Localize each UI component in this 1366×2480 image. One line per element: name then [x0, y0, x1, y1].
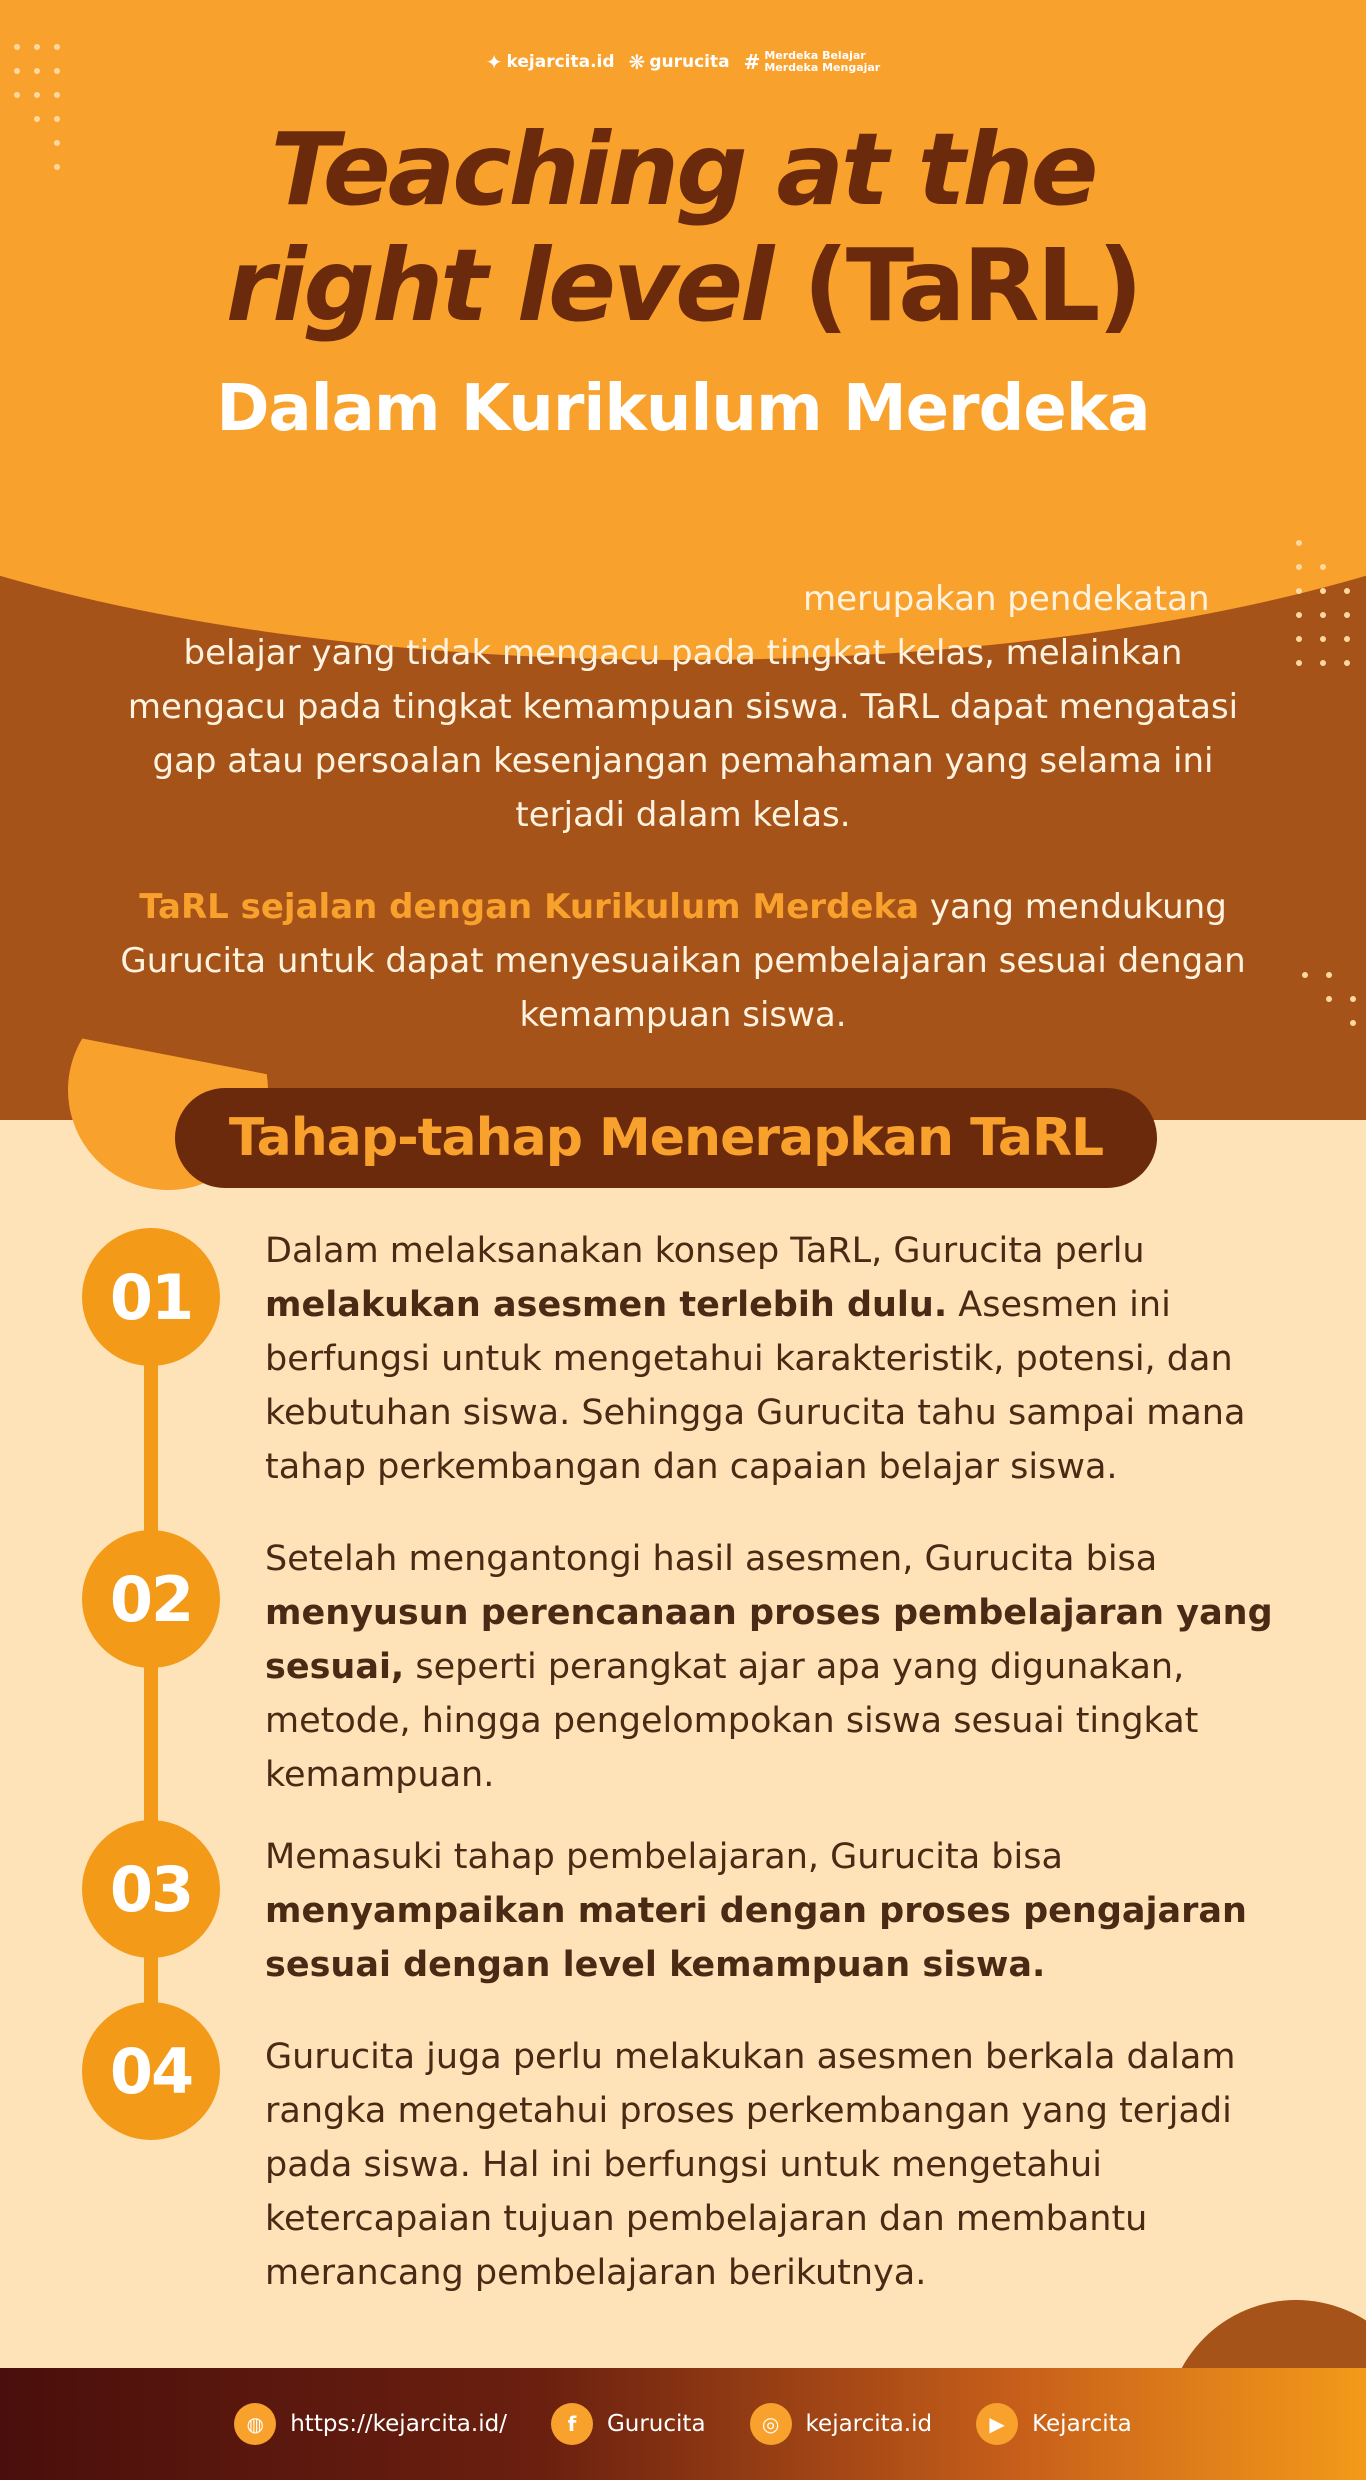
step-text-3 — [265, 1830, 1305, 1992]
merdeka-logo — [744, 50, 881, 74]
facebook-icon: f — [551, 2403, 593, 2445]
footer-website[interactable] — [234, 2403, 507, 2445]
step-text-1 — [265, 1224, 1305, 1494]
footer-youtube[interactable] — [976, 2403, 1132, 2445]
hero-title-line1: Teaching at the — [270, 111, 1096, 228]
gurucita-logo — [629, 50, 730, 74]
hero-title-line2 — [0, 226, 1366, 346]
step-number-3: 03 — [82, 1820, 220, 1958]
intro-paragraph-2 — [110, 880, 1256, 1042]
step-1-pre: Dalam melaksanakan konsep TaRL, Gurucita perlu — [265, 1231, 1145, 1271]
step-2-pre: Setelah mengantongi hasil asesmen, Gurucita bisa — [265, 1539, 1158, 1579]
step-text-4 — [265, 2030, 1305, 2300]
step-number-2: 02 — [82, 1530, 220, 1668]
hero-subtitle: Dalam Kurikulum Merdeka — [216, 372, 1150, 446]
hashtag-mark: # — [743, 50, 761, 74]
merdeka-logo-text — [764, 50, 880, 74]
footer-facebook[interactable] — [551, 2403, 706, 2445]
hero-title-italic: right level — [225, 227, 772, 344]
kejarcita-logo-text: kejarcita.id — [506, 52, 615, 72]
decorative-dots-right — [1296, 540, 1366, 670]
globe-icon: ◍ — [234, 2403, 276, 2445]
decorative-dots-right-lower — [1302, 972, 1366, 1032]
footer-website-text: https://kejarcita.id/ — [290, 2411, 507, 2437]
intro-highlight-acronym: (TaRL) — [671, 579, 793, 619]
intro-highlight-italic: Teaching at the right level — [156, 579, 661, 619]
footer — [0, 2368, 1366, 2480]
youtube-icon: ▶ — [976, 2403, 1018, 2445]
section-title: Tahap-tahap Menerapkan TaRL — [175, 1088, 1157, 1188]
footer-instagram-text: kejarcita.id — [805, 2411, 933, 2437]
timeline-line — [144, 1290, 158, 2080]
step-4-pre: Gurucita juga perlu melakukan asesmen berkala dalam rangka mengetahui proses perkembangan yang terjadi pada siswa. Hal ini berfungsi untuk mengetahui ketercapaian tujuan pembelajaran dan membantu merancang pembelajaran berikutnya. — [265, 2037, 1236, 2293]
merdeka-logo-line1: Merdeka Belajar — [764, 49, 866, 62]
footer-facebook-text: Gurucita — [606, 2411, 706, 2437]
step-number-4: 04 — [82, 2002, 220, 2140]
step-2-bold: menyusun perencanaan proses pembelajaran yang sesuai, — [265, 1593, 1273, 1687]
step-3-bold: menyampaikan materi dengan proses pengajaran sesuai dengan level kemampuan siswa. — [265, 1891, 1247, 1985]
instagram-icon: ◎ — [750, 2403, 792, 2445]
brand-logos — [0, 50, 1366, 74]
intro-body-1: merupakan pendekatan belajar yang tidak mengacu pada tingkat kelas, melainkan mengacu pada tingkat kemampuan siswa. TaRL dapat mengatasi gap atau persoalan kesenjangan pemahaman yang selama ini terjadi dalam kelas. — [127, 579, 1239, 835]
footer-instagram[interactable] — [750, 2403, 933, 2445]
step-number-1: 01 — [82, 1228, 220, 1366]
step-1-bold: melakukan asesmen terlebih dulu. — [265, 1285, 948, 1325]
kejarcita-logo-icon: ✦ — [485, 50, 503, 74]
footer-youtube-text: Kejarcita — [1032, 2411, 1132, 2437]
intro-paragraph-1 — [110, 572, 1256, 842]
step-2-post: seperti perangkat ajar apa yang digunakan, metode, hingga pengelompokan siswa sesuai tingkat kemampuan. — [265, 1647, 1199, 1795]
step-3-pre: Memasuki tahap pembelajaran, Gurucita bisa — [265, 1837, 1063, 1877]
intro-highlight-2: TaRL sejalan dengan Kurikulum Merdeka — [139, 887, 920, 927]
step-1-post: Asesmen ini berfungsi untuk mengetahui karakteristik, potensi, dan kebutuhan siswa. Sehingga Gurucita tahu sampai mana tahap perkembangan dan capaian belajar siswa. — [265, 1285, 1246, 1487]
gurucita-logo-text: gurucita — [649, 52, 730, 72]
hero-title-acronym: (TaRL) — [803, 227, 1141, 344]
intro-body-2: yang mendukung Gurucita untuk dapat menyesuaikan pembelajaran sesuai dengan kemampuan siswa. — [120, 887, 1246, 1035]
kejarcita-logo — [486, 50, 615, 74]
step-text-2 — [265, 1532, 1305, 1802]
gurucita-logo-icon: ❋ — [628, 50, 646, 74]
merdeka-logo-line2: Merdeka Mengajar — [764, 61, 881, 74]
